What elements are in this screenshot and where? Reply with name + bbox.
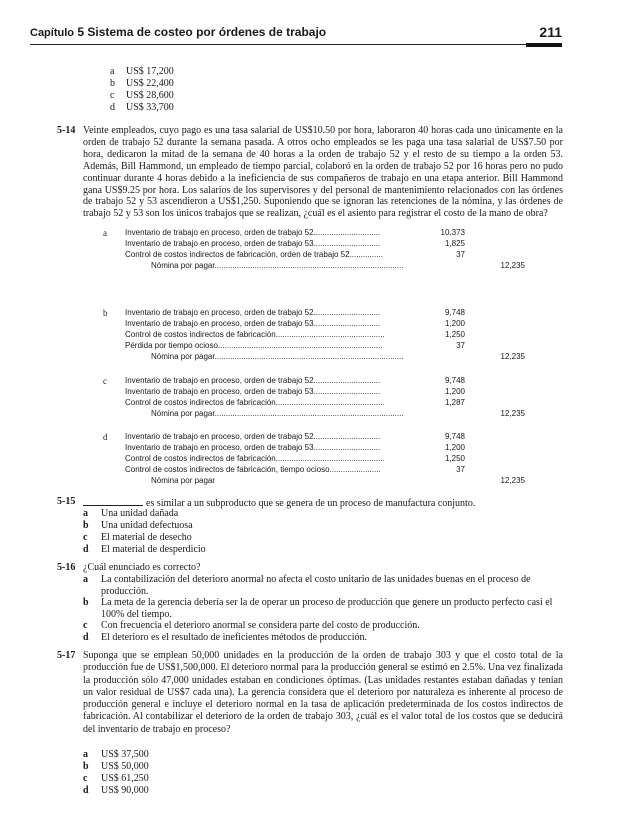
page-number: 211 xyxy=(539,24,562,40)
option-letter: a xyxy=(103,228,107,238)
option-text: Una unidad dañada xyxy=(101,508,179,519)
credit-amount: 12,235 xyxy=(500,352,525,361)
credit-amount: 12,235 xyxy=(500,261,525,270)
credit-amount: 12,235 xyxy=(500,409,525,418)
option-text: US$ 61,250 xyxy=(101,773,149,784)
option-letter: d xyxy=(83,632,89,643)
journal-line xyxy=(125,387,525,397)
account-name: Nómina por pagar..................................................................................... xyxy=(151,352,404,361)
debit-amount: 1,287 xyxy=(444,398,465,407)
chapter-title: Sistema de costeo por órdenes de trabajo xyxy=(87,25,327,39)
account-name: Control de costos indirectos de fabricación, tiempo ocioso....................... xyxy=(125,465,381,474)
journal-line xyxy=(125,308,525,318)
account-name: Control de costos indirectos de fabricación................................................. xyxy=(125,398,385,407)
journal-line xyxy=(125,376,525,386)
account-name: Nómina por pagar..................................................................................... xyxy=(151,409,404,418)
question-number: 5-15 xyxy=(57,496,76,507)
debit-amount: 9,748 xyxy=(444,376,465,385)
option-letter: b xyxy=(83,520,89,531)
journal-line xyxy=(125,432,525,442)
option-letter: b xyxy=(110,78,115,89)
chapter-number: 5 xyxy=(77,25,85,39)
account-name: Nómina por pagar..................................................................................... xyxy=(151,261,404,270)
journal-entry xyxy=(103,376,525,420)
journal-entry xyxy=(103,228,525,272)
option-text: Con frecuencia el deterioro anormal se considera parte del costo de producción. xyxy=(101,620,420,631)
debit-amount: 9,748 xyxy=(444,308,465,317)
option-text: El deterioro es el resultado de ineficientes métodos de producción. xyxy=(101,632,368,643)
debit-amount: 1,200 xyxy=(444,387,465,396)
option-letter: c xyxy=(110,90,115,101)
page-header xyxy=(30,25,562,43)
option-text: US$ 33,700 xyxy=(126,102,174,113)
option-letter: b xyxy=(103,308,108,318)
journal-line xyxy=(125,398,525,408)
header-rule xyxy=(30,44,562,45)
journal-line xyxy=(125,352,525,362)
journal-line xyxy=(125,330,525,340)
debit-amount: 37 xyxy=(456,341,465,350)
chapter-prefix: Capítulo xyxy=(30,27,74,39)
option-text: US$ 90,000 xyxy=(101,785,149,796)
option-letter: b xyxy=(83,761,89,772)
question-text: es similar a un subproducto que se genera de un proceso de manufactura conjunto. xyxy=(146,498,476,509)
journal-line xyxy=(125,319,525,329)
question-number: 5-16 xyxy=(57,562,76,573)
option-text: El material de desecho xyxy=(101,532,192,543)
account-name: Inventario de trabajo en proceso, orden de trabajo 52.............................. xyxy=(125,228,381,237)
account-name: Inventario de trabajo en proceso, orden de trabajo 52.............................. xyxy=(125,308,381,317)
journal-line xyxy=(125,239,525,249)
account-name: Control de costos indirectos de fabricación................................................. xyxy=(125,330,385,339)
question-number: 5-14 xyxy=(57,125,76,136)
question-text: Veinte empleados, cuyo pago es una tasa salarial de US$10.50 por hora, laboraron 40 horas cada uno únicamente en la orden de trabajo 52 durante la semana pasada. A otros ocho empleados se les paga una tasa salarial de US$7.50 por hora, dedicaron la mitad de la semana de 40 horas a la orden de trabajo 52 y el resto de su tiempo a la orden 53. Además, Bill Hammond, un empleado de tiempo parcial, colaboró en la orden de trabajo 52 por 16 horas pero no pudo continuar durante 4 horas debido a la ineficiencia de sus compañeros de trabajo en una etapa anterior. Bill Hammond gana US$9.25 por hora. Los salarios de los supervisores y del personal de mantenimiento relacionados con las órdenes de trabajo 52 y 53 ascendieron a US$1,250. Suponiendo que se ignoran las retenciones de la nómina, y las órdenes de trabajo 52 y 53 son los únicos trabajos que se realizan, ¿cuál es el asiento para registrar el costo de la mano de obra? xyxy=(83,125,563,220)
option-letter: c xyxy=(83,620,88,631)
option-letter: a xyxy=(110,66,115,77)
account-name: Inventario de trabajo en proceso, orden de trabajo 53.............................. xyxy=(125,443,381,452)
journal-line xyxy=(125,454,525,464)
option-letter: c xyxy=(83,773,88,784)
option-letter: d xyxy=(83,544,89,555)
answer-blank xyxy=(83,496,143,506)
journal-line xyxy=(125,261,525,271)
option-letter: d xyxy=(110,102,115,113)
journal-line xyxy=(125,443,525,453)
option-text: Una unidad defectuosa xyxy=(101,520,193,531)
account-name: Inventario de trabajo en proceso, orden de trabajo 53.............................. xyxy=(125,319,381,328)
option-text: US$ 37,500 xyxy=(101,749,149,760)
debit-amount: 10,373 xyxy=(440,228,465,237)
question-text: Suponga que se emplean 50,000 unidades en la producción de la orden de trabajo 303 y que el costo total de la producción fue de US$1,500,000. El deterioro normal para la producción general se estimó en 2.5%. Una vez finalizada la producción sólo 47,000 unidades estaban en condiciones óptimas. (Las unidades restantes estaban dañadas y tenían un valor residual de US$7 cada una). La gerencia considera que el deterioro por naturaleza es inherente al proceso de producción general e incluye el deterioro normal en la tasa de aplicación predeterminada de los costos indirectos de fabricación. Al contabilizar el deterioro de la orden de trabajo 303, ¿cuál es el valor total de los costos que se deducirá del inventario de trabajo en proceso? xyxy=(83,650,563,735)
option-text: US$ 22,400 xyxy=(126,78,174,89)
option-text: El material de desperdicio xyxy=(101,544,206,555)
option-letter: a xyxy=(83,508,88,519)
option-letter: c xyxy=(103,376,107,386)
option-text: US$ 50,000 xyxy=(101,761,149,772)
account-name: Inventario de trabajo en proceso, orden de trabajo 52.............................. xyxy=(125,376,381,385)
journal-entry xyxy=(103,432,525,488)
journal-entry xyxy=(103,308,525,364)
account-name: Inventario de trabajo en proceso, orden de trabajo 53.............................. xyxy=(125,239,381,248)
journal-line xyxy=(125,341,525,351)
account-name: Control de costos indirectos de fabricación................................................. xyxy=(125,454,385,463)
debit-amount: 1,825 xyxy=(444,239,465,248)
option-letter: d xyxy=(83,785,89,796)
journal-line xyxy=(125,228,525,238)
option-letter: c xyxy=(83,532,88,543)
account-name: Inventario de trabajo en proceso, orden de trabajo 53.............................. xyxy=(125,387,381,396)
journal-line xyxy=(125,409,525,419)
debit-amount: 1,200 xyxy=(444,443,465,452)
debit-amount: 1,200 xyxy=(444,319,465,328)
journal-line xyxy=(125,465,525,475)
account-name: Nómina por pagar xyxy=(151,476,216,485)
option-text: US$ 17,200 xyxy=(126,66,174,77)
question-text: ¿Cuál enunciado es correcto? xyxy=(83,562,201,573)
debit-amount: 9,748 xyxy=(444,432,465,441)
option-text: La meta de la gerencia debería ser la de operar un proceso de producción que genere un producto perfecto casi el 100% del tiempo. xyxy=(101,597,553,620)
header-rule-accent xyxy=(526,43,562,47)
debit-amount: 1,250 xyxy=(444,454,465,463)
option-letter: a xyxy=(83,574,88,585)
debit-amount: 37 xyxy=(456,250,465,259)
option-text: US$ 28,600 xyxy=(126,90,174,101)
chapter-heading xyxy=(30,25,326,39)
credit-amount: 12,235 xyxy=(500,476,525,485)
journal-line xyxy=(125,250,525,260)
option-letter: a xyxy=(83,749,88,760)
journal-line xyxy=(125,476,525,486)
option-text: La contabilización del deterioro anormal no afecta el costo unitario de las unidades buenas en el proceso de producción. xyxy=(101,574,531,597)
account-name: Pérdida por tiempo ocioso.......................................................................... xyxy=(125,341,383,350)
account-name: Inventario de trabajo en proceso, orden de trabajo 52.............................. xyxy=(125,432,381,441)
account-name: Control de costos indirectos de fabricación, orden de trabajo 52............... xyxy=(125,250,383,259)
debit-amount: 37 xyxy=(456,465,465,474)
option-letter: b xyxy=(83,597,89,608)
option-letter: d xyxy=(103,432,108,442)
question-number: 5-17 xyxy=(57,650,76,661)
debit-amount: 1,250 xyxy=(444,330,465,339)
